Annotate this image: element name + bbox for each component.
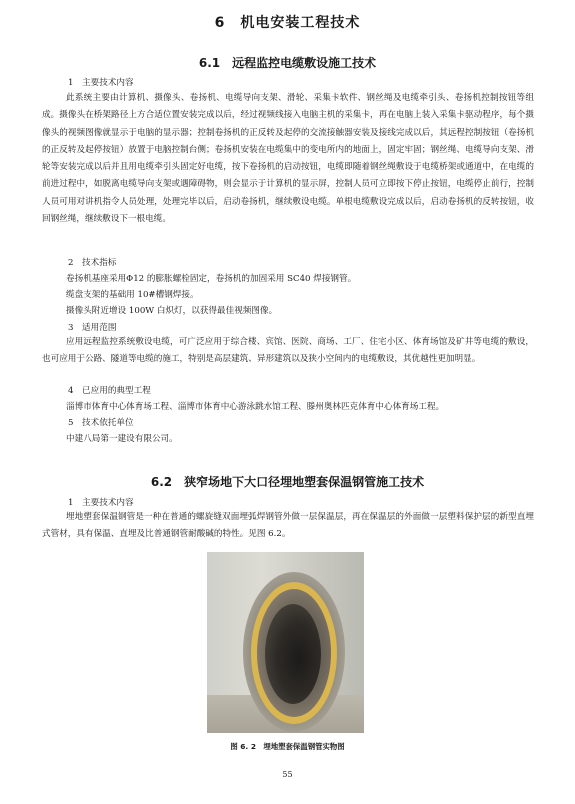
paragraph-supporting-unit: 中建八局第一建设有限公司。	[66, 434, 178, 444]
figure-caption: 图 6. 2 埋地塑套保温钢管实物图	[230, 742, 345, 751]
paragraph-scope: 应用远程监控系统敷设电缆，可广泛应用于综合楼、宾馆、医院、商场、工厂、住宅小区、体育场馆及矿井等电缆的敷设，也可应用于公路、隧道等电缆的施工，特别是高层建筑、异形建筑以及狭小空间内的电缆敷设，其优越性更加明显。	[42, 337, 534, 365]
tech-indicator-line-1: 卷扬机基座采用Φ12 的膨胀螺栓固定，卷扬机的加固采用 SC40 焊接钢管。	[66, 274, 357, 284]
section-title-6-1: 6.1 远程监控电缆敷设施工技术	[198, 56, 377, 70]
heading-main-content: 1 主要技术内容	[68, 78, 134, 88]
page-number: 55	[282, 770, 293, 779]
paragraph-main-content-6-2: 埋地塑套保温钢管是一种在普通的螺旋缝双面埋弧焊钢管外做一层保温层，再在保温层的外面做一层塑料保护层的新型直埋式管材，具有保温、直埋及比普通钢管耐酸碱的特性。见图 6.2。	[42, 512, 534, 540]
heading-scope: 3 适用范围	[68, 323, 117, 333]
pipe-photo	[207, 552, 364, 733]
chapter-title: 6 机电安装工程技术	[214, 15, 361, 31]
heading-tech-indicators: 2 技术指标	[68, 258, 117, 268]
heading-supporting-unit: 5 技术依托单位	[68, 418, 134, 428]
paragraph-applied-projects: 淄博市体育中心体育场工程、淄博市体育中心游泳跳水馆工程、滕州奥林匹克体育中心体育场工程。	[66, 402, 445, 412]
tech-indicator-line-2: 缆盘支架的基础用 10#槽钢焊接。	[66, 290, 199, 300]
heading-applied-projects: 4 已应用的典型工程	[68, 386, 151, 396]
pipe-bore	[265, 604, 321, 704]
tech-indicator-line-3: 摄像头附近增设 100W 白炽灯，以获得最佳视频图像。	[66, 306, 278, 316]
heading-main-content-6-2: 1 主要技术内容	[68, 498, 134, 508]
paragraph-main-content: 此系统主要由计算机、摄像头、卷扬机、电缆导向支架、滑轮、采集卡软件、钢丝绳及电缆牵引头、卷扬机控制按钮等组成。摄像头在桥架路径上方合适位置安装完成以后，经过视频线接入电脑主机的采集卡，再在电脑上装入采集卡驱动程序，每个摄像头的视频图像就显示于电脑的显示器；控制卷扬机的正反转及起停的交流接触器安装及接线完成以后，其远程控制按钮（卷扬机的正反转及起停按钮）放置于电脑控制台侧；卷扬机安装在电缆集中的变电所内的地面上，固定牢固；钢丝绳、电缆导向支架、滑轮等安装完成以后并且用电缆牵引头固定好电缆，按下卷扬机的启动按钮，电缆即随着钢丝绳敷设于电缆桥架或通道中，在电缆的前进过程中，如脱离电缆导向支架或遇障碍物，则会显示于计算机的显示屏，控制人员可立即按下停止按钮，电缆停止前行，控制人员可用对讲机指令人员处理，处理完毕以后，启动卷扬机，继续敷设电缆。单根电缆敷设完成以后，启动卷扬机的反转按钮，收回钢丝绳，继续敷设下一根电缆。	[42, 93, 534, 225]
section-title-6-2: 6.2 狭窄场地下大口径埋地塑套保温钢管施工技术	[150, 475, 425, 489]
